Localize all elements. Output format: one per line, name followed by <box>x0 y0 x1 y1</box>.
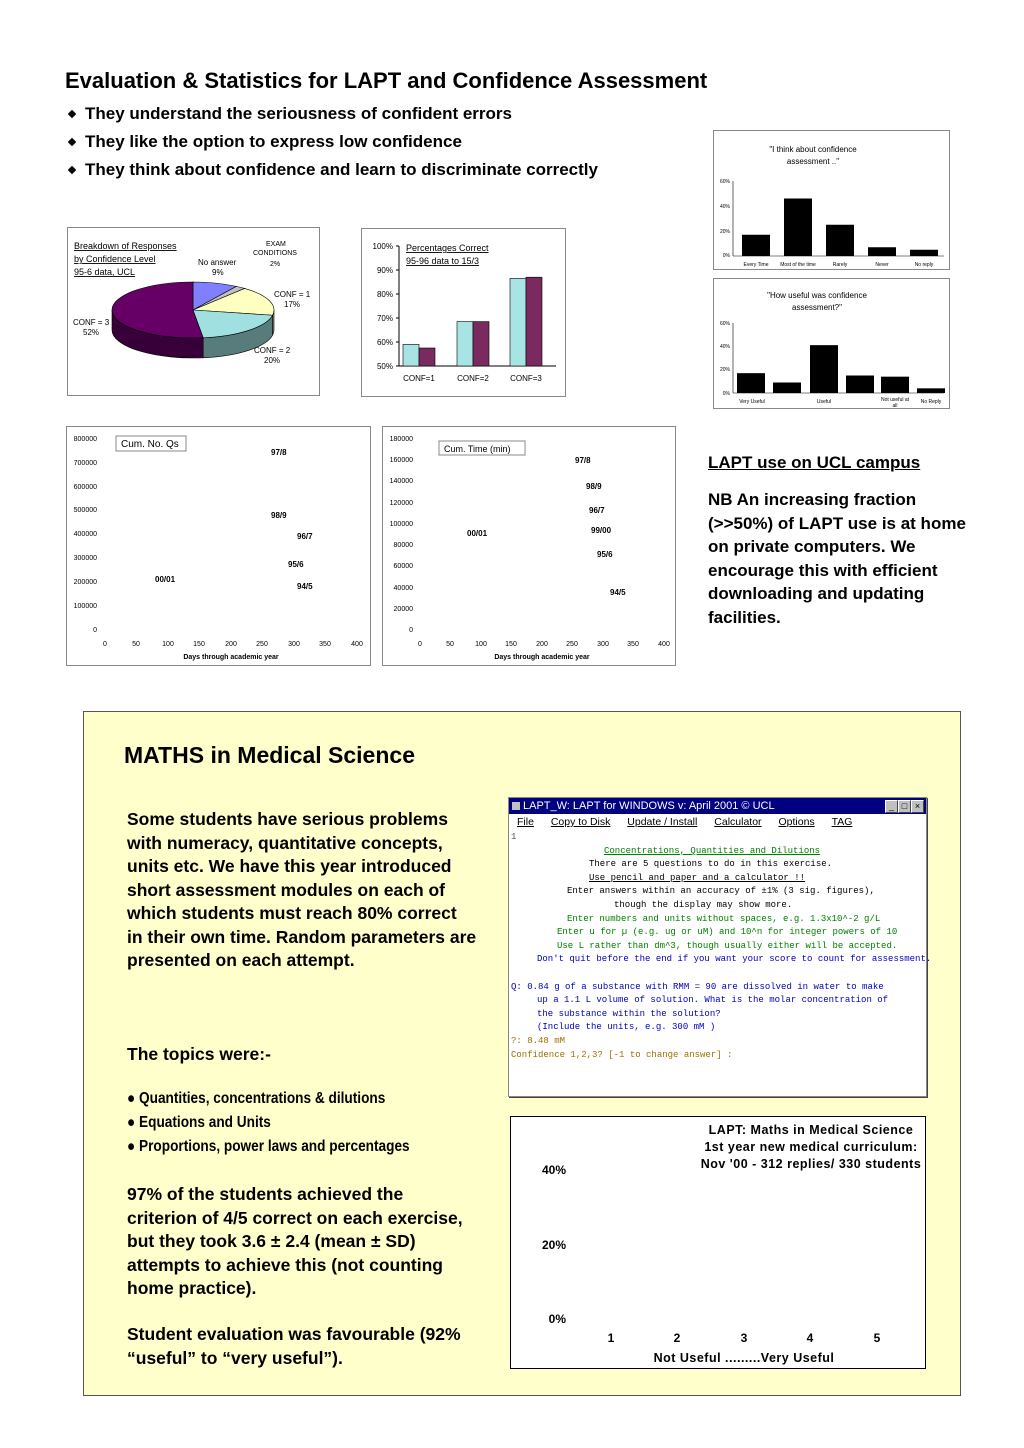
window-text-line: though the display may show more. <box>614 900 793 910</box>
cumq-legend: Cum. No. Qs <box>121 439 179 450</box>
pct-bar <box>457 322 473 366</box>
cumq-xtick: 250 <box>256 641 268 648</box>
cumt-series-label: 96/7 <box>589 506 605 515</box>
window-text-line: ?: 8.48 mM <box>511 1036 566 1046</box>
pie-label-exam-pct: 2% <box>270 261 281 268</box>
cumt-series-label: 94/5 <box>610 588 626 597</box>
useful-xlabel: Useful <box>816 399 832 405</box>
pie-chart-svg <box>68 228 319 395</box>
useful-bar <box>773 383 801 394</box>
topic-item: ● Equations and Units <box>127 1114 271 1131</box>
useful-chart <box>713 278 950 409</box>
pct-bar <box>403 344 419 366</box>
cumq-series-label: 98/9 <box>271 511 287 520</box>
useful-xlabel: all <box>892 403 898 408</box>
pct-xtick: CONF=2 <box>457 374 489 383</box>
cum-questions-chart <box>66 426 371 666</box>
maths-result: 97% of the students achieved the criterion of 4/5 correct on each exercise, but they took 3.6 ± 2.4 (mean ± SD) attempts to achieve this (not counting home practice). <box>127 1184 463 1298</box>
lapt-ytick: 20% <box>541 1238 566 1252</box>
cumt-ytick: 20000 <box>393 606 413 613</box>
lapt-ytick: 0% <box>548 1312 566 1326</box>
window-text-line: the substance within the solution? <box>537 1008 721 1019</box>
window-menubar <box>509 814 926 830</box>
window-text-line: Enter u for µ (e.g. ug or uM) and 10^n for integer powers of 10 <box>557 927 898 938</box>
useful-bar <box>881 377 909 393</box>
useful-bar <box>737 373 765 393</box>
menu-calculator[interactable]: Calculator <box>714 816 762 828</box>
menu-file[interactable]: File <box>517 816 534 828</box>
pct-ytick: 60% <box>376 338 393 347</box>
cumq-ytick: 600000 <box>73 484 97 491</box>
think-ytick: 20% <box>719 229 730 235</box>
pie-label-conf1: CONF = 1 <box>274 290 311 299</box>
lapt-rating-chart <box>510 1116 926 1369</box>
think-xtick: Rarely <box>832 262 848 268</box>
minimize-icon[interactable]: _ <box>885 800 898 813</box>
think-title-2: assessment .." <box>786 157 840 166</box>
window-text-line: Enter numbers and units without spaces, e.g. 1.3x10^-2 g/L <box>567 913 881 924</box>
useful-bar <box>846 376 874 394</box>
cumt-xtick: 400 <box>658 641 670 648</box>
lapt-xtick: 3 <box>740 1331 748 1345</box>
useful-chart-svg <box>714 279 949 408</box>
pct-bar <box>419 348 435 366</box>
maximize-icon[interactable]: □ <box>898 800 911 813</box>
menu-tag[interactable]: TAG <box>831 816 853 828</box>
think-xtick: Every Time <box>743 262 769 268</box>
useful-ytick: 0% <box>722 391 730 397</box>
cumt-xtick: 0 <box>418 641 422 648</box>
useful-title-1: "How useful was confidence <box>767 291 867 300</box>
cumq-ytick: 200000 <box>73 579 97 586</box>
pct-title-1: Percentages Correct <box>406 243 489 253</box>
think-bar <box>868 247 896 256</box>
cumq-xtick: 300 <box>288 641 300 648</box>
useful-xlabel: Very Useful <box>739 399 765 405</box>
pie-label-conf3-pct: 52% <box>83 328 100 337</box>
pie-title-1: Breakdown of Responses <box>74 241 177 251</box>
think-ytick: 40% <box>719 204 730 210</box>
useful-xlabel: No Reply <box>920 399 942 405</box>
pct-xtick: CONF=3 <box>510 374 542 383</box>
cumt-xtick: 350 <box>627 641 639 648</box>
cumt-xtick: 50 <box>446 641 454 648</box>
window-text-line: Use L rather than dm^3, though usually either will be accepted. <box>557 940 898 951</box>
cumq-ytick: 0 <box>93 627 97 634</box>
cumq-ytick: 700000 <box>73 460 97 467</box>
cumt-ytick: 80000 <box>393 542 413 549</box>
lapt-title-1: LAPT: Maths in Medical Science <box>708 1123 914 1137</box>
cumq-ytick: 500000 <box>73 507 97 514</box>
pct-ytick: 90% <box>376 266 393 275</box>
cumq-xtick: 350 <box>319 641 331 648</box>
window-text-line: 1 <box>511 832 517 842</box>
pie-title-2: by Confidence Level <box>74 254 156 264</box>
think-xtick: Most of the time <box>780 262 816 268</box>
cumt-series-label: 98/9 <box>586 482 602 491</box>
cumt-ytick: 100000 <box>389 521 413 528</box>
cumt-ytick: 0 <box>409 627 413 634</box>
pct-ytick: 50% <box>376 362 393 371</box>
cumt-series-label: 95/6 <box>597 550 613 559</box>
cumt-xtick: 200 <box>536 641 548 648</box>
cumq-ytick: 300000 <box>73 555 97 562</box>
window-text-line: There are 5 questions to do in this exercise. <box>589 859 833 870</box>
diamond-bullet-icon <box>68 110 76 118</box>
cumt-xtick: 250 <box>566 641 578 648</box>
pie-label-conf1-pct: 17% <box>284 300 301 309</box>
cum-questions-svg <box>67 427 370 665</box>
cumq-xtick: 100 <box>162 641 174 648</box>
maths-title: MATHS in Medical Science <box>124 742 415 768</box>
window-content <box>509 831 932 1093</box>
think-bar <box>742 235 770 256</box>
cumt-ytick: 180000 <box>389 436 413 443</box>
think-chart <box>713 130 950 270</box>
useful-bar <box>917 388 945 393</box>
cumt-series-label: 00/01 <box>467 529 488 538</box>
lapt-xlabel: Not Useful .........Very Useful <box>653 1351 835 1365</box>
window-text-line: Use pencil and paper and a calculator !! <box>589 872 806 883</box>
window-text-line: Enter answers within an accuracy of ±1% (3 sig. figures), <box>567 886 875 897</box>
cumt-ytick: 120000 <box>389 500 413 507</box>
pct-correct-chart <box>361 228 566 397</box>
lapt-xtick: 1 <box>607 1331 615 1345</box>
pct-xtick: CONF=1 <box>403 374 435 383</box>
cumt-ytick: 60000 <box>393 563 413 570</box>
lapt-title-2: 1st year new medical curriculum: <box>704 1140 918 1154</box>
cumt-legend: Cum. Time (min) <box>444 444 511 454</box>
page-title: Evaluation & Statistics for LAPT and Confidence Assessment <box>65 68 708 93</box>
cumq-ytick: 100000 <box>73 603 97 610</box>
cumq-ytick: 400000 <box>73 531 97 538</box>
maths-intro: Some students have serious problems with numeracy, quantitative concepts, units etc. We have this year introduced short assessment modules on each of which students must reach 80% correct in their own time. Random parameters are presented on each attempt. <box>127 809 477 970</box>
bullet-3: They think about confidence and learn to discriminate correctly <box>67 160 598 180</box>
pie-chart <box>67 227 320 396</box>
think-chart-svg <box>714 131 949 269</box>
useful-title-2: assessment?" <box>792 303 842 312</box>
pct-title-2: 95-96 data to 15/3 <box>406 256 480 266</box>
cumq-ytick: 800000 <box>73 436 97 443</box>
pct-bar <box>510 278 526 366</box>
think-title-1: "I think about confidence <box>769 145 857 154</box>
pie-label-no-answer-pct: 9% <box>212 268 224 277</box>
cumq-xtick: 200 <box>225 641 237 648</box>
cumq-series-label: 96/7 <box>297 532 313 541</box>
cumq-series-label: 94/5 <box>297 582 313 591</box>
cumq-series-label: 95/6 <box>288 560 304 569</box>
bullet-2: They like the option to express low confidence <box>67 132 462 152</box>
cumq-xtick: 150 <box>193 641 205 648</box>
lapt-title-3: Nov '00 - 312 replies/ 330 students <box>700 1157 922 1171</box>
cumt-xtick: 300 <box>597 641 609 648</box>
pie-label-conf3: CONF = 3 <box>73 318 110 327</box>
useful-bar <box>810 345 838 393</box>
pie-title-3: 95-6 data, UCL <box>74 267 136 277</box>
window-text-line: Confidence 1,2,3? [-1 to change answer] : <box>511 1049 733 1060</box>
useful-ytick: 20% <box>719 367 730 373</box>
pie-slices <box>112 282 274 358</box>
maths-evaluation: Student evaluation was favourable (92% “useful” to “very useful”). <box>127 1324 461 1368</box>
bullet-1: They understand the seriousness of confident errors <box>67 104 512 124</box>
pct-bar <box>473 322 489 366</box>
pie-label-exam-1: EXAM <box>266 241 286 248</box>
cumq-xlabel: Days through academic year <box>183 654 279 661</box>
cumq-series-label: 00/01 <box>155 575 176 584</box>
pie-label-conf2-pct: 20% <box>264 356 281 365</box>
pct-correct-svg <box>362 229 565 396</box>
cumq-xtick: 400 <box>351 641 363 648</box>
pct-ytick: 70% <box>376 314 393 323</box>
pct-bar <box>526 277 542 366</box>
close-icon[interactable]: × <box>911 800 924 813</box>
think-bar <box>826 225 854 256</box>
pct-ytick: 80% <box>376 290 393 299</box>
lapt-rating-svg <box>511 1117 925 1368</box>
menu-options[interactable]: Options <box>778 816 815 828</box>
window-text-line: (Include the units, e.g. 300 mM ) <box>537 1022 716 1033</box>
think-ytick: 60% <box>719 179 730 185</box>
app-icon <box>512 802 520 810</box>
lapt-xtick: 2 <box>673 1331 681 1345</box>
ucl-body: NB An increasing fraction (>>50%) of LAPT use is at home on private computers. We encourage this with efficient downloading and updating facilities. <box>708 490 966 627</box>
lapt-xtick: 5 <box>873 1331 881 1345</box>
cumt-xlabel: Days through academic year <box>494 654 590 661</box>
think-bar <box>910 250 938 256</box>
think-bar <box>784 199 812 257</box>
topic-item: ● Quantities, concentrations & dilutions <box>127 1090 386 1107</box>
cumt-ytick: 160000 <box>389 457 413 464</box>
cumt-series-label: 97/8 <box>575 456 591 465</box>
cum-time-chart <box>382 426 676 666</box>
cumt-series-label: 99/00 <box>591 526 612 535</box>
cumq-series-label: 97/8 <box>271 448 287 457</box>
topics-heading: The topics were:- <box>127 1044 271 1064</box>
diamond-bullet-icon <box>68 166 76 174</box>
pct-ytick: 100% <box>372 242 393 251</box>
cumt-xtick: 100 <box>475 641 487 648</box>
cumq-xtick: 50 <box>132 641 140 648</box>
window-text-line: Don't quit before the end if you want your score to count for assessment. <box>537 954 932 965</box>
useful-ytick: 40% <box>719 344 730 350</box>
useful-ytick: 60% <box>719 321 730 327</box>
window-text-line: up a 1.1 L volume of solution. What is the molar concentration of <box>537 995 889 1006</box>
pie-label-exam-2: CONDITIONS <box>253 250 297 257</box>
lapt-ytick: 40% <box>541 1163 566 1177</box>
think-ytick: 0% <box>722 253 730 259</box>
menu-copy-to-disk[interactable]: Copy to Disk <box>550 816 611 828</box>
cumt-xtick: 150 <box>505 641 517 648</box>
useful-xlabel: Not useful at <box>880 397 910 403</box>
window-titlebar: LAPT_W: LAPT for WINDOWS v: April 2001 © UCL _ □ × <box>509 798 926 814</box>
cumq-xtick: 0 <box>103 641 107 648</box>
pie-label-conf2: CONF = 2 <box>254 346 291 355</box>
lapt-xtick: 4 <box>806 1331 814 1345</box>
window-text-line: Concentrations, Quantities and Dilutions <box>604 845 821 856</box>
think-xtick: No reply <box>914 262 934 268</box>
topic-item: ● Proportions, power laws and percentages <box>127 1138 410 1155</box>
cumt-ytick: 40000 <box>393 585 413 592</box>
cum-time-svg <box>383 427 675 665</box>
cumt-ytick: 140000 <box>389 478 413 485</box>
lapt-window <box>508 797 932 1097</box>
diamond-bullet-icon <box>68 138 76 146</box>
menu-update-install[interactable]: Update / Install <box>627 816 698 828</box>
pie-label-no-answer: No answer <box>198 258 237 267</box>
think-xtick: Never <box>875 262 889 268</box>
ucl-heading: LAPT use on UCL campus <box>708 453 921 472</box>
window-text-line: Q: 0.84 g of a substance with RMM = 90 are dissolved in water to make <box>511 981 884 992</box>
